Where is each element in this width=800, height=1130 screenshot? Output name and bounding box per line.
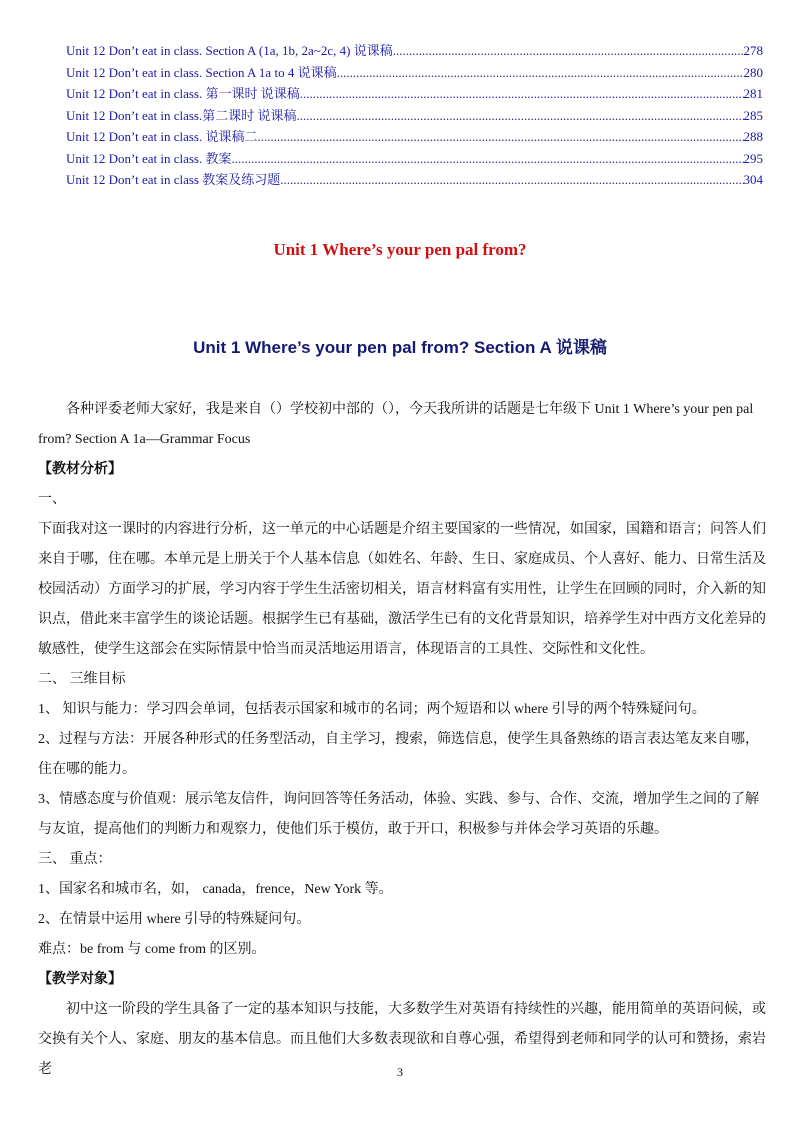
toc-entry[interactable] [66, 105, 763, 127]
toc-entry[interactable] [66, 83, 763, 105]
table-of-contents [66, 40, 763, 191]
toc-entry-title[interactable]: Unit 12 Don’t eat in class. Section A 1a to 4 说课稿 [66, 64, 337, 80]
page-number: 3 [397, 1065, 403, 1079]
toc-entry-page[interactable]: 295 [743, 150, 763, 166]
toc-entry-page[interactable]: 285 [743, 107, 763, 123]
toc-entry-page[interactable]: 281 [743, 86, 763, 101]
difficulty-point: 难点：be from 与 come from 的区别。 [38, 942, 266, 957]
goals-heading: 二、 三维目标 [38, 672, 126, 687]
goal-emotion: 3、情感态度与价值观：展示笔友信件，询问回答等任务活动，体验、实践、参与、合作、交流，增加学生之间的了解与友谊，提高他们的判断力和观察力，使他们乐于模仿，敢于开口，积极参与并体会学习英语的乐趣。 [38, 792, 759, 837]
toc-entry-title[interactable]: Unit 12 Don’t eat in class. Section A (1a, 1b, 2a~2c, 4) 说课稿 [66, 43, 393, 58]
toc-entry[interactable] [66, 40, 763, 62]
toc-entry-page[interactable]: 280 [743, 64, 763, 80]
toc-leader-dots [337, 65, 744, 81]
toc-leader-dots [280, 172, 743, 188]
goal-process: 2、过程与方法：开展各种形式的任务型活动，自主学习，搜索，筛选信息，使学生具备熟练的语言表达笔友来自哪，住在哪的能力。 [38, 732, 759, 777]
toc-leader-dots [258, 129, 744, 145]
key-points-heading: 三、 重点： [38, 852, 112, 867]
item-one-heading: 一、 [38, 492, 66, 507]
teaching-object-heading: 【教学对象】 [38, 972, 122, 987]
toc-entry-title[interactable]: Unit 12 Don’t eat in class.第二课时 说课稿 [66, 107, 297, 123]
toc-entry-title[interactable]: Unit 12 Don’t eat in class 教案及练习题 [66, 172, 281, 187]
materials-heading: 【教材分析】 [38, 462, 122, 477]
toc-entry-page[interactable]: 304 [743, 172, 763, 187]
key-point-1: 1、国家名和城市名，如， canada，frence，New York 等。 [38, 882, 393, 897]
section-title: Unit 1 Where’s your pen pal from? Section A 说课稿 [193, 338, 607, 357]
toc-entry-title[interactable]: Unit 12 Don’t eat in class. 说课稿二 [66, 129, 258, 144]
intro-paragraph: 各种评委老师大家好，我是来自（）学校初中部的（），今天我所讲的话题是七年级下 Unit 1 Where’s your pen pal from? Section A 1a—Grammar Focus [38, 402, 754, 447]
toc-leader-dots [393, 43, 744, 59]
students-paragraph: 初中这一阶段的学生具备了一定的基本知识与技能，大多数学生对英语有持续性的兴趣，能用简单的英语问候，或交换有关个人、家庭、朋友的基本信息。而且他们大多数表现欲和自尊心强，希望得到老师和同学的认可和赞扬，索岩老 [38, 1002, 766, 1077]
toc-entry[interactable] [66, 62, 763, 84]
key-point-2: 2、在情景中运用 where 引导的特殊疑问句。 [38, 912, 311, 927]
toc-entry-title[interactable]: Unit 12 Don’t eat in class. 第一课时 说课稿 [66, 86, 300, 101]
toc-leader-dots [297, 108, 744, 124]
toc-leader-dots [300, 86, 744, 102]
toc-leader-dots [232, 151, 744, 167]
analysis-paragraph: 下面我对这一课时的内容进行分析，这一单元的中心话题是介绍主要国家的一些情况，如国家，国籍和语言；问答人们来自于哪，住在哪。本单元是上册关于个人基本信息（如姓名、年龄、生日、家庭成员、个人喜好、能力、日常生活及校园活动）方面学习的扩展，学习内容于学生生活密切相关，语言材料富有实用性，让学生在回顾的同时，介入新的知识点，借此来丰富学生的谈论话题。根据学生已有基础，激活学生已有的文化背景知识，培养学生对中西方文化差异的敏感性，使学生这部会在实际情景中恰当而灵活地运用语言，体现语言的工具性、交际性和文化性。 [38, 522, 766, 657]
toc-entry-page[interactable]: 288 [743, 129, 763, 144]
toc-entry[interactable] [66, 169, 763, 191]
document-body [38, 395, 768, 1085]
toc-entry-page[interactable]: 278 [743, 43, 763, 58]
unit-title: Unit 1 Where’s your pen pal from? [273, 240, 527, 259]
toc-entry[interactable] [66, 126, 763, 148]
goal-knowledge: 1、 知识与能力：学习四会单词，包括表示国家和城市的名词；两个短语和以 where 引导的两个特殊疑问句。 [38, 702, 706, 717]
toc-entry[interactable] [66, 148, 763, 170]
toc-entry-title[interactable]: Unit 12 Don’t eat in class. 教案 [66, 150, 232, 166]
